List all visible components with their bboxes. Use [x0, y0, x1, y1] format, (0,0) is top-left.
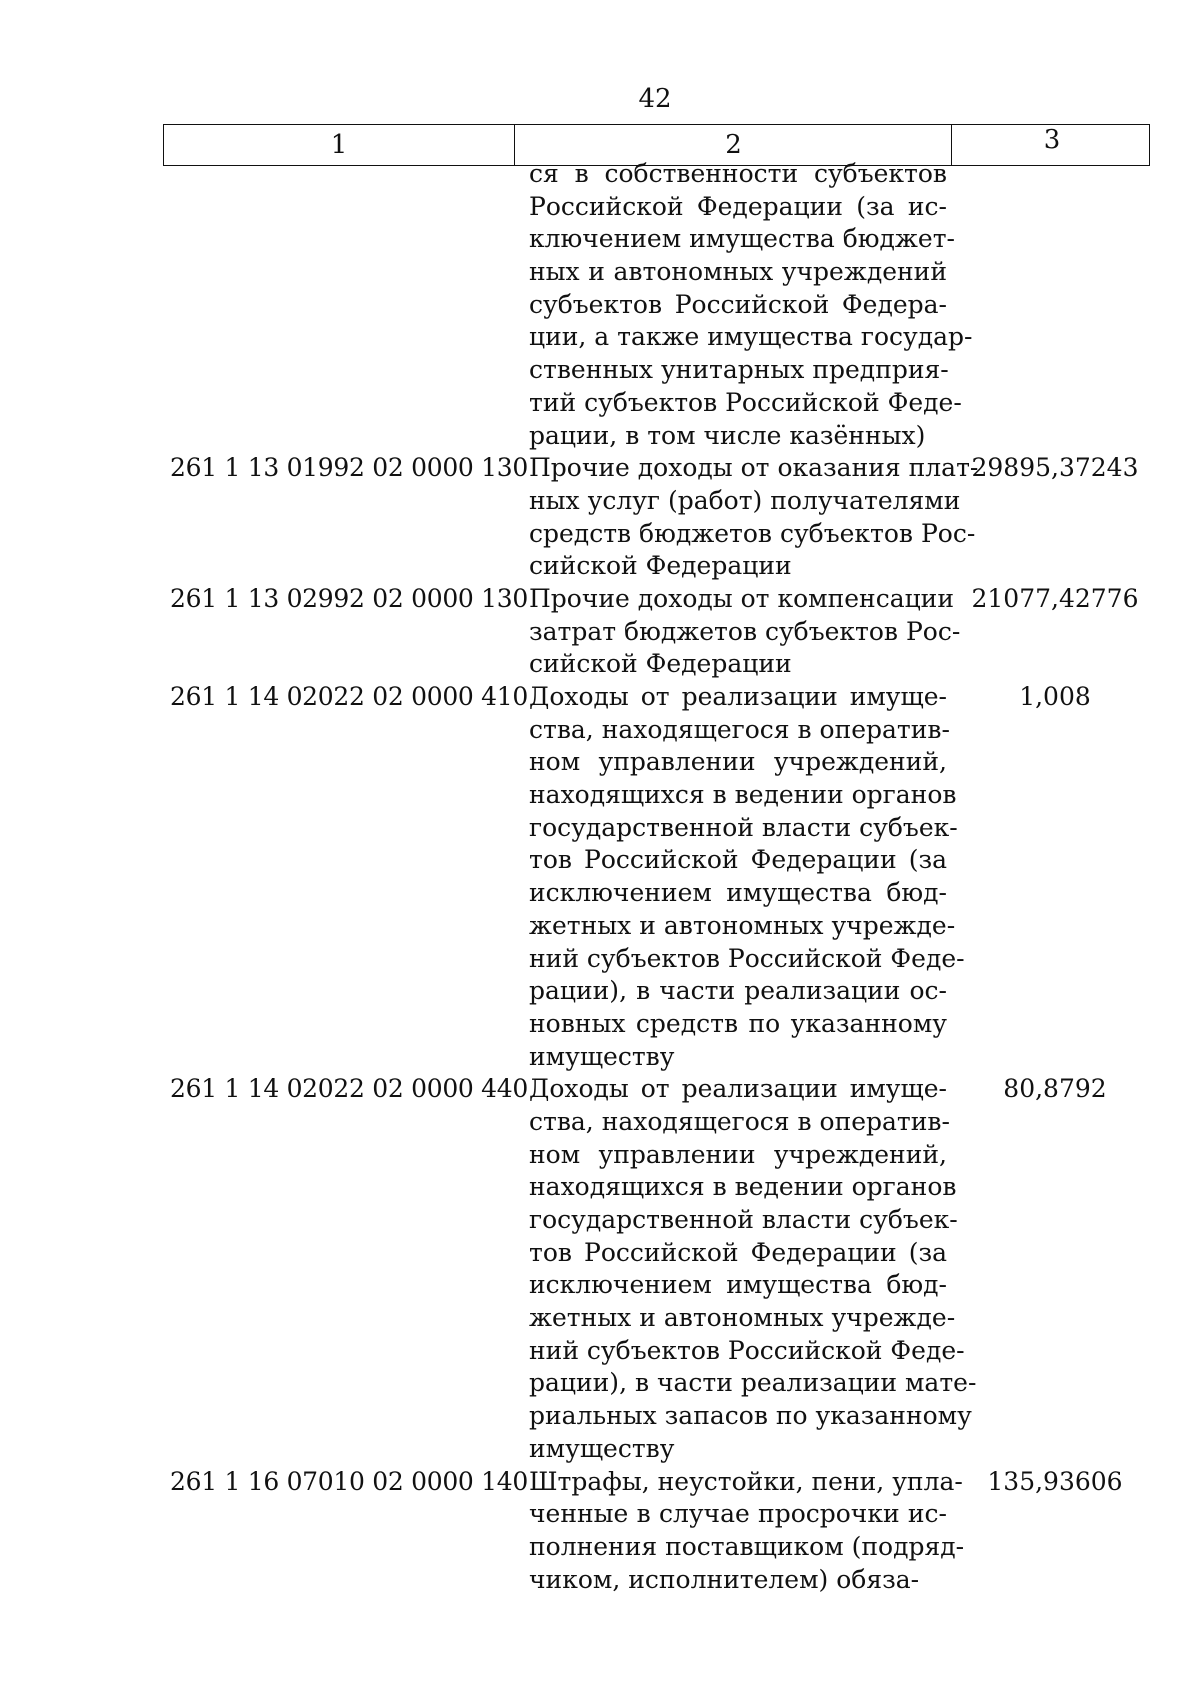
header-col-3: 3	[951, 125, 1152, 165]
description-line: ний субъектов Российской Феде-	[529, 1335, 965, 1365]
description-line: рации, в том числе казённых)	[529, 420, 926, 450]
description-line: ции, а также имущества государ-	[529, 322, 973, 352]
table-row	[0, 681, 1200, 1073]
row-description	[529, 1466, 965, 1597]
description-line: ний субъектов Российской Феде-	[529, 943, 965, 973]
page-number: 42	[638, 84, 672, 114]
description-line: тий субъектов Российской Феде-	[529, 387, 962, 417]
table-body	[0, 158, 1200, 1596]
description-line: рации), в части реализации ос-	[529, 976, 947, 1006]
header-col-2: 2	[514, 125, 952, 165]
description-line: затрат бюджетов субъектов Рос-	[529, 616, 961, 646]
description-line: ных и автономных учреждений	[529, 257, 947, 287]
description-line: средств бюджетов субъектов Рос-	[529, 518, 976, 548]
description-line: имуществу	[529, 1433, 675, 1463]
table-row	[0, 158, 1200, 452]
row-description	[529, 583, 961, 681]
description-line: Доходы от реализации имуще-	[529, 1074, 947, 1104]
description-line: сийской Федерации	[529, 649, 792, 679]
description-line: сийской Федерации	[529, 551, 792, 581]
description-line: новных средств по указанному	[529, 1008, 947, 1038]
row-description	[529, 158, 973, 452]
description-line: имуществу	[529, 1041, 675, 1071]
description-line: исключением имущества бюд-	[529, 878, 947, 908]
table-row	[0, 1073, 1200, 1465]
description-line: рации), в части реализации мате-	[529, 1368, 977, 1398]
description-line: исключением имущества бюд-	[529, 1270, 947, 1300]
description-line: Прочие доходы от оказания плат-	[529, 453, 979, 483]
row-code	[170, 158, 525, 452]
description-line: ключением имущества бюджет-	[529, 224, 956, 254]
description-line: жетных и автономных учрежде-	[529, 910, 956, 940]
description-line: ственных унитарных предприя-	[529, 355, 949, 385]
description-line: ся в собственности субъектов	[529, 159, 947, 188]
description-line: тов Российской Федерации (за	[529, 1237, 947, 1267]
description-line: Доходы от реализации имуще-	[529, 682, 947, 711]
description-line: государственной власти субъек-	[529, 812, 958, 842]
description-line: государственной власти субъек-	[529, 1205, 958, 1234]
row-code: 261 1 13 02992 02 0000 130	[170, 583, 528, 613]
description-line: Прочие доходы от компенсации	[529, 583, 954, 613]
row-code: 261 1 14 02022 02 0000 440	[170, 1074, 528, 1104]
row-amount: 21077,42776	[971, 583, 1139, 613]
description-line: ченные в случае просрочки ис-	[529, 1499, 947, 1529]
row-description	[529, 681, 965, 1073]
row-description	[529, 1073, 977, 1465]
description-line: находящихся в ведении органов	[529, 1172, 957, 1202]
row-amount: 29895,37243	[971, 453, 1139, 483]
description-line: чиком, исполнителем) обяза-	[529, 1564, 920, 1594]
row-description	[529, 452, 979, 583]
description-line: Штрафы, неустойки, пени, упла-	[529, 1466, 963, 1496]
description-line: находящихся в ведении органов	[529, 780, 957, 810]
table-row	[0, 1466, 1200, 1597]
description-line: ства, находящегося в оператив-	[529, 714, 950, 744]
row-amount: 1,008	[1019, 682, 1091, 711]
row-amount	[955, 158, 1155, 452]
header-col-1: 1	[330, 130, 348, 160]
description-line: риальных запасов по указанному	[529, 1401, 972, 1431]
description-line: субъектов Российской Федера-	[529, 289, 947, 319]
description-line: Российской Федерации (за ис-	[529, 191, 947, 221]
table-row	[0, 583, 1200, 681]
description-line: ных услуг (работ) получателями	[529, 485, 961, 515]
description-line: тов Российской Федерации (за	[529, 845, 947, 875]
description-line: полнения поставщиком (подряд-	[529, 1531, 965, 1561]
row-code: 261 1 14 02022 02 0000 410	[170, 682, 528, 711]
description-line: ном управлении учреждений,	[529, 1139, 947, 1169]
description-line: ства, находящегося в оператив-	[529, 1106, 950, 1136]
row-amount: 135,93606	[987, 1466, 1123, 1496]
row-code: 261 1 13 01992 02 0000 130	[170, 453, 528, 483]
description-line: ном управлении учреждений,	[529, 747, 947, 777]
row-code: 261 1 16 07010 02 0000 140	[170, 1466, 528, 1496]
description-line: жетных и автономных учрежде-	[529, 1303, 956, 1333]
table-row	[0, 452, 1200, 583]
row-amount: 80,8792	[1003, 1074, 1107, 1104]
